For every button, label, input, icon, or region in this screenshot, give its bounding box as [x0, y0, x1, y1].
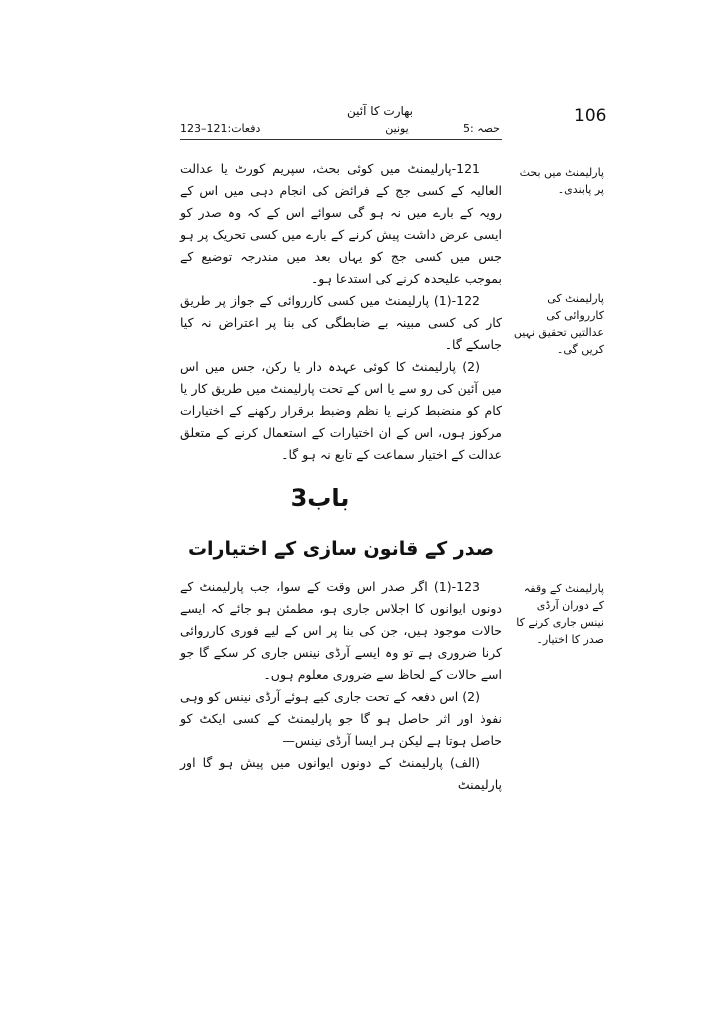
section-122: [180, 290, 502, 466]
section-122-clause-1: 122-(1) پارلیمنٹ میں کسی کارروائی کے جواز پر طریق کار کی کسی مبینہ بے ضابطگی کی بنا پر اعتراض نہ کیا جاسکے گا۔: [180, 293, 502, 352]
part-number: حصہ :5: [463, 122, 500, 135]
page-number: 106: [574, 106, 607, 126]
section-121: [180, 158, 502, 290]
margin-note-122: پارلیمنٹ کی کارروائی کی عدالتیں تحقیق نہیں کریں گی۔: [513, 292, 604, 356]
chapter-title: صدر کے قانون سازی کے اختیارات: [187, 538, 495, 560]
section-121-text: 121-پارلیمنٹ میں کوئی بحث، سپریم کورٹ یا عدالت العالیہ کے کسی جج کے فرائض کی انجام دہی میں اس کے رویہ کے بارے میں نہ ہو گی سوائے اس کے کہ وہ صدر کو ایسی عرض داشت پیش کرنے کے بارے میں کسی تحریک پر ہو جس میں کسی جج کو یہاں بعد میں مندرجہ توضیع کے بموجب علیحدہ کرنے کی استدعا ہو۔: [180, 161, 502, 286]
section-123-clause-1: 123-(1) اگر صدر اس وقت کے سوا، جب پارلیمنٹ کے دونوں ایوانوں کا اجلاس جاری ہو، مطمئن ہو جائے کہ ایسے حالات موجود ہیں، جن کی بنا پر اس کے لیے فوری کارروائی کرنا ضروری ہے تو وہ ایسے آرڈی نینس جاری کر سکے گا جو اسے حالات کے لحاظ سے ضروری معلوم ہوں۔: [180, 579, 502, 682]
section-123: [180, 576, 502, 796]
clauses-range: دفعات:121–123: [180, 122, 261, 135]
section-123-clause-2: (2) اس دفعہ کے تحت جاری کیے ہوئے آرڈی نینس کو وہی نفوذ اور اثر حاصل ہو گا جو پارلیمنٹ کے کسی ایکٹ کو حاصل ہوتا ہے لیکن ہر ایسا آرڈی نینس—: [180, 689, 502, 748]
margin-note-121: پارلیمنٹ میں بحث پر پابندی۔: [519, 166, 604, 196]
book-title: بھارت کا آئین: [346, 104, 414, 118]
margin-note-123: پارلیمنٹ کے وقفہ کے دوران آرڈی نینس جاری کرنے کا صدر کا اختیار۔: [516, 582, 604, 646]
part-label: یونین: [385, 122, 409, 135]
header-rule: [180, 139, 502, 140]
section-122-clause-2: (2) پارلیمنٹ کا کوئی عہدہ دار یا رکن، جس میں اس میں آئین کی رو سے یا اس کے تحت پارلیمنٹ میں طریق کار یا کام کو منضبط کرنے یا نظم وضبط برقرار رکھنے کے اختیارات مرکوز ہوں، اس کے ان اختیارات کے استعمال کرنے کے متعلق عدالت کے اختیار سماعت کے تابع نہ ہو گا۔: [180, 359, 502, 462]
section-123-clause-2a: (الف) پارلیمنٹ کے دونوں ایوانوں میں پیش ہو گا اور پارلیمنٹ: [180, 755, 502, 792]
chapter-number: باب3: [290, 484, 350, 512]
